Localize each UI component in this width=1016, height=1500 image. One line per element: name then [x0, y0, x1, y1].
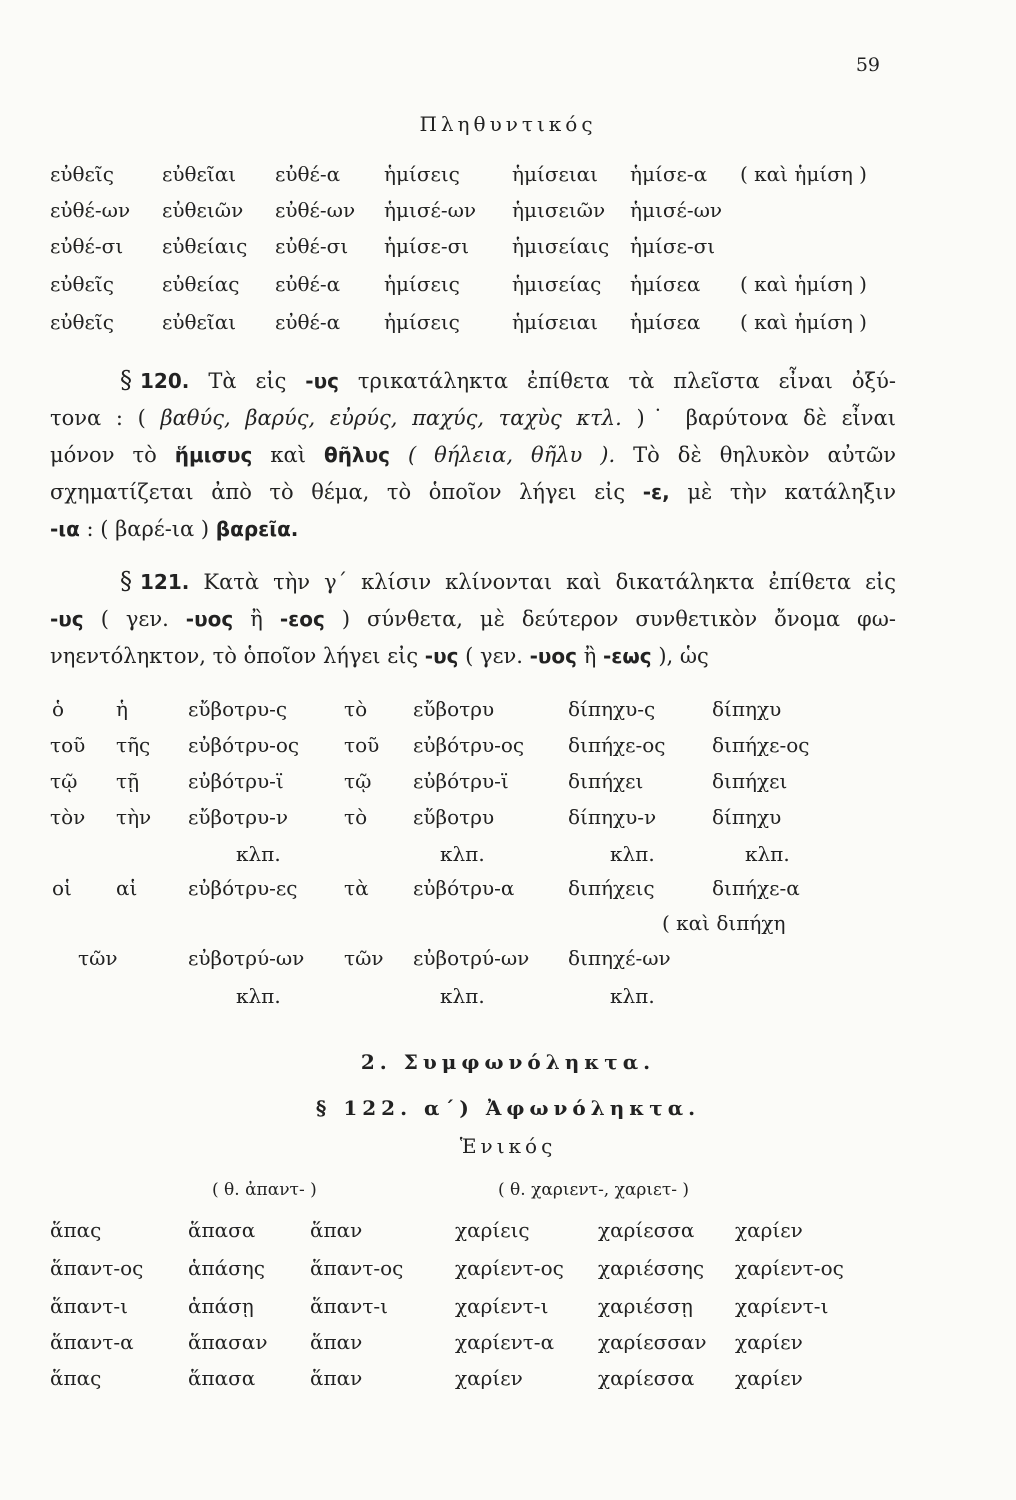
table-cell: ἅπαν — [310, 1366, 363, 1390]
table-cell: ἅπαντ-ι — [50, 1294, 128, 1318]
table-cell: ἡμίσεα — [630, 310, 701, 334]
paragraph-120 — [50, 362, 896, 548]
table-cell: εὐβότρυ-ϊ — [413, 769, 509, 793]
table-cell: εὐβότρυ-ος — [188, 733, 300, 757]
table-cell: εὔβοτρυ — [413, 697, 495, 721]
page-number: 59 — [855, 54, 880, 76]
table-cell: εὐβότρυ-ϊ — [188, 769, 284, 793]
table-cell: διπήχει — [568, 769, 644, 793]
table-cell: χαρίεις — [455, 1218, 530, 1242]
table-cell: διπήχε-α — [712, 876, 800, 900]
table-cell: αἱ — [116, 876, 138, 900]
table-cell: ἅπασα — [188, 1218, 256, 1242]
table-cell: τοῦ — [344, 733, 380, 757]
table-cell: τῷ — [50, 769, 78, 793]
table-cell: ἡμίσε-σι — [384, 234, 470, 258]
ending: -υς — [50, 607, 84, 631]
text: Κατὰ τὴν γ΄ κλίσιν κλίνονται καὶ δικατάληκτα ἐπίθετα εἰς — [203, 570, 896, 594]
table-cell: κλπ. — [236, 842, 281, 866]
table-cell: κλπ. — [440, 984, 485, 1008]
table-cell: χαρίεντ-ος — [455, 1256, 564, 1280]
table-cell: ἅπαν — [310, 1330, 363, 1354]
ending: -υος — [185, 607, 234, 631]
table-cell: κλπ. — [236, 984, 281, 1008]
term: ἥμισυς — [174, 443, 253, 467]
table-cell: τῷ — [344, 769, 372, 793]
table-cell: δίπηχυ-ν — [568, 805, 657, 829]
table-cell: ἅπασα — [188, 1366, 256, 1390]
table-cell: εὐβότρυ-α — [413, 876, 515, 900]
singular-heading: Ἑνικός — [459, 1134, 557, 1158]
example: ( θήλεια, θῆλυ ). — [407, 443, 616, 467]
table-cell: δίπηχυ — [712, 697, 782, 721]
table-cell: χαρίεντ-α — [455, 1330, 555, 1354]
section-sign: § — [120, 567, 132, 595]
table-cell: ἡμίσε-σι — [630, 234, 716, 258]
term: βαρεῖα. — [215, 517, 299, 541]
table-cell: τῶν — [78, 946, 118, 970]
text: ἢ — [583, 644, 597, 668]
table-cell: ἡμίσε-α — [630, 162, 708, 186]
table-cell: διπήχε-ος — [712, 733, 810, 757]
ending: -εος — [279, 607, 325, 631]
table-cell: κλπ. — [440, 842, 485, 866]
table-cell: ἡμίσειαι — [512, 310, 599, 334]
table-cell: εὐθεῖαι — [162, 162, 237, 186]
ending: -υς — [424, 644, 459, 668]
ending: -ε, — [642, 480, 670, 504]
table-cell: δίπηχυ — [712, 805, 782, 829]
table-cell: εὔβοτρυ-ς — [188, 697, 288, 721]
table-cell: εὔβοτρυ — [413, 805, 495, 829]
table-cell: χαριέσσῃ — [598, 1294, 693, 1318]
ending: -υς — [305, 369, 339, 393]
text: μόνον τὸ — [50, 443, 157, 467]
table-cell: εὐθέ-α — [275, 272, 341, 296]
table-cell: ἡ — [116, 697, 128, 721]
table-cell: κλπ. — [610, 842, 655, 866]
table-cell: χαρίεσσα — [598, 1218, 695, 1242]
section-sign: § — [120, 366, 132, 394]
table-cell: χαρίεσσαν — [598, 1330, 707, 1354]
table-cell: ( καὶ ἡμίση ) — [740, 162, 867, 186]
text: καὶ — [270, 443, 306, 467]
table-cell: ἅπαν — [310, 1218, 363, 1242]
table-cell: ἡμισέ-ων — [630, 198, 723, 222]
table-cell: εὔβοτρυ-ν — [188, 805, 289, 829]
plural-heading: Πληθυντικός — [419, 112, 597, 136]
table-cell: ἁπάσῃ — [188, 1294, 254, 1318]
table-cell: εὐθέ-σι — [275, 234, 349, 258]
table-cell: ἅπας — [50, 1366, 102, 1390]
table-cell: τοῦ — [50, 733, 86, 757]
table-cell: τὴν — [116, 805, 152, 829]
table-cell: ἡμισείας — [512, 272, 602, 296]
table-cell: διπήχε-ος — [568, 733, 666, 757]
table-cell: ( καὶ ἡμίση ) — [740, 310, 867, 334]
table-cell: κλπ. — [745, 842, 790, 866]
table-cell: ἡμίσεα — [630, 272, 701, 296]
table-cell: ἡμίσεις — [384, 272, 460, 296]
table-cell: εὐθέ-α — [275, 310, 341, 334]
text: ) σύνθετα, μὲ δεύτερον συνθετικὸν ὄνομα φω- — [341, 607, 896, 631]
table-cell: τὸν — [50, 805, 86, 829]
table-cell: εὐβοτρύ-ων — [413, 946, 530, 970]
ending: -ια — [50, 517, 80, 541]
text: μὲ τὴν κατάληξιν — [687, 480, 897, 504]
text: : ( βαρέ-ια ) — [86, 517, 210, 541]
table-cell: ἅπας — [50, 1218, 102, 1242]
table-cell: ἡμίσειαι — [512, 162, 599, 186]
table-cell: ἅπαντ-α — [50, 1330, 134, 1354]
table-cell: χαρίεντ-ι — [455, 1294, 549, 1318]
section-122-heading: § 122. α΄) Ἀφωνόληκτα. — [315, 1096, 701, 1120]
table-cell: τὸ — [344, 805, 368, 829]
table-cell: ἡμίσεις — [384, 162, 460, 186]
table-cell: ἡμισειῶν — [512, 198, 606, 222]
text: νηεντόληκτον, τὸ ὁποῖον λήγει εἰς — [50, 644, 419, 668]
table-cell: εὐθέ-ων — [50, 198, 131, 222]
text: τονα : ( — [50, 406, 146, 430]
table-cell: εὐθείαις — [162, 234, 248, 258]
ending: -υος — [529, 644, 577, 668]
table-cell: εὐβοτρύ-ων — [188, 946, 305, 970]
table-cell: εὐβότρυ-ος — [413, 733, 525, 757]
section-number: 121. — [140, 570, 190, 594]
table-cell: εὐθεῖαι — [162, 310, 237, 334]
table-cell: χαρίεν — [735, 1218, 803, 1242]
table-cell: τῆς — [116, 733, 151, 757]
table-cell: χαρίεν — [735, 1330, 803, 1354]
text: Τὸ δὲ θηλυκὸν αὐτῶν — [633, 443, 896, 467]
table-cell: ἅπασαν — [188, 1330, 268, 1354]
table-cell: εὐθεῖς — [50, 162, 114, 186]
text: ( γεν. — [100, 607, 169, 631]
text: ἢ — [250, 607, 263, 631]
table-cell: ἡμισέ-ων — [384, 198, 477, 222]
table-cell: χαρίεσσα — [598, 1366, 695, 1390]
table-cell: ἅπαντ-ος — [310, 1256, 404, 1280]
term: θῆλυς — [323, 443, 390, 467]
table-cell: χαρίεντ-ι — [735, 1294, 829, 1318]
table-cell: δίπηχυ-ς — [568, 697, 656, 721]
table-cell: ἅπαντ-ι — [310, 1294, 388, 1318]
table-cell: ( καὶ ἡμίση ) — [740, 272, 867, 296]
paragraph-121 — [50, 563, 896, 675]
table-cell: ἡμίσεις — [384, 310, 460, 334]
table-cell: τὰ — [344, 876, 369, 900]
table-cell: ὁ — [52, 697, 65, 721]
section-heading: 2. Συμφωνόληκτα. — [360, 1050, 656, 1074]
table-cell: εὐθέ-σι — [50, 234, 124, 258]
theme-label: ( θ. ἀπαντ- ) — [212, 1180, 317, 1200]
table-cell: διπήχει — [712, 769, 788, 793]
table-cell: εὐθεῖς — [50, 310, 114, 334]
table-cell: χαριέσσης — [598, 1256, 705, 1280]
text: ), ὡς — [658, 644, 709, 668]
text: τρικατάληκτα ἐπίθετα τὰ πλεῖστα εἶναι ὀξύ- — [357, 369, 896, 393]
ending: -εως — [602, 644, 652, 668]
table-cell: ἁπάσης — [188, 1256, 265, 1280]
table-cell: εὐθείας — [162, 272, 240, 296]
table-cell: κλπ. — [610, 984, 655, 1008]
table-cell: διπήχεις — [568, 876, 655, 900]
table-cell: τῇ — [116, 769, 140, 793]
table-cell: ( καὶ διπήχη — [662, 911, 786, 935]
table-cell: χαρίεν — [735, 1366, 803, 1390]
text: ( γεν. — [465, 644, 523, 668]
table-cell: εὐβότρυ-ες — [188, 876, 298, 900]
section-number: 120. — [140, 369, 190, 393]
table-cell: ἅπαντ-ος — [50, 1256, 144, 1280]
table-cell: χαρίεν — [455, 1366, 523, 1390]
table-cell: ἡμισείαις — [512, 234, 610, 258]
table-cell: οἱ — [52, 876, 72, 900]
table-cell: τῶν — [344, 946, 384, 970]
text: )˙ βαρύτονα δὲ εἶναι — [636, 406, 896, 430]
table-cell: εὐθέ-ων — [275, 198, 356, 222]
table-cell: τὸ — [344, 697, 368, 721]
theme-label: ( θ. χαριεντ-, χαριετ- ) — [498, 1180, 690, 1200]
table-cell: χαρίεντ-ος — [735, 1256, 844, 1280]
table-cell: εὐθειῶν — [162, 198, 244, 222]
text: σχηματίζεται ἀπὸ τὸ θέμα, τὸ ὁποῖον λήγει εἰς — [50, 480, 626, 504]
example-list: βαθύς, βαρύς, εὐρύς, παχύς, ταχὺς κτλ. — [160, 406, 622, 430]
table-cell: εὐθεῖς — [50, 272, 114, 296]
text: Τὰ εἰς — [208, 369, 287, 393]
table-cell: διπηχέ-ων — [568, 946, 671, 970]
table-cell: εὐθέ-α — [275, 162, 341, 186]
